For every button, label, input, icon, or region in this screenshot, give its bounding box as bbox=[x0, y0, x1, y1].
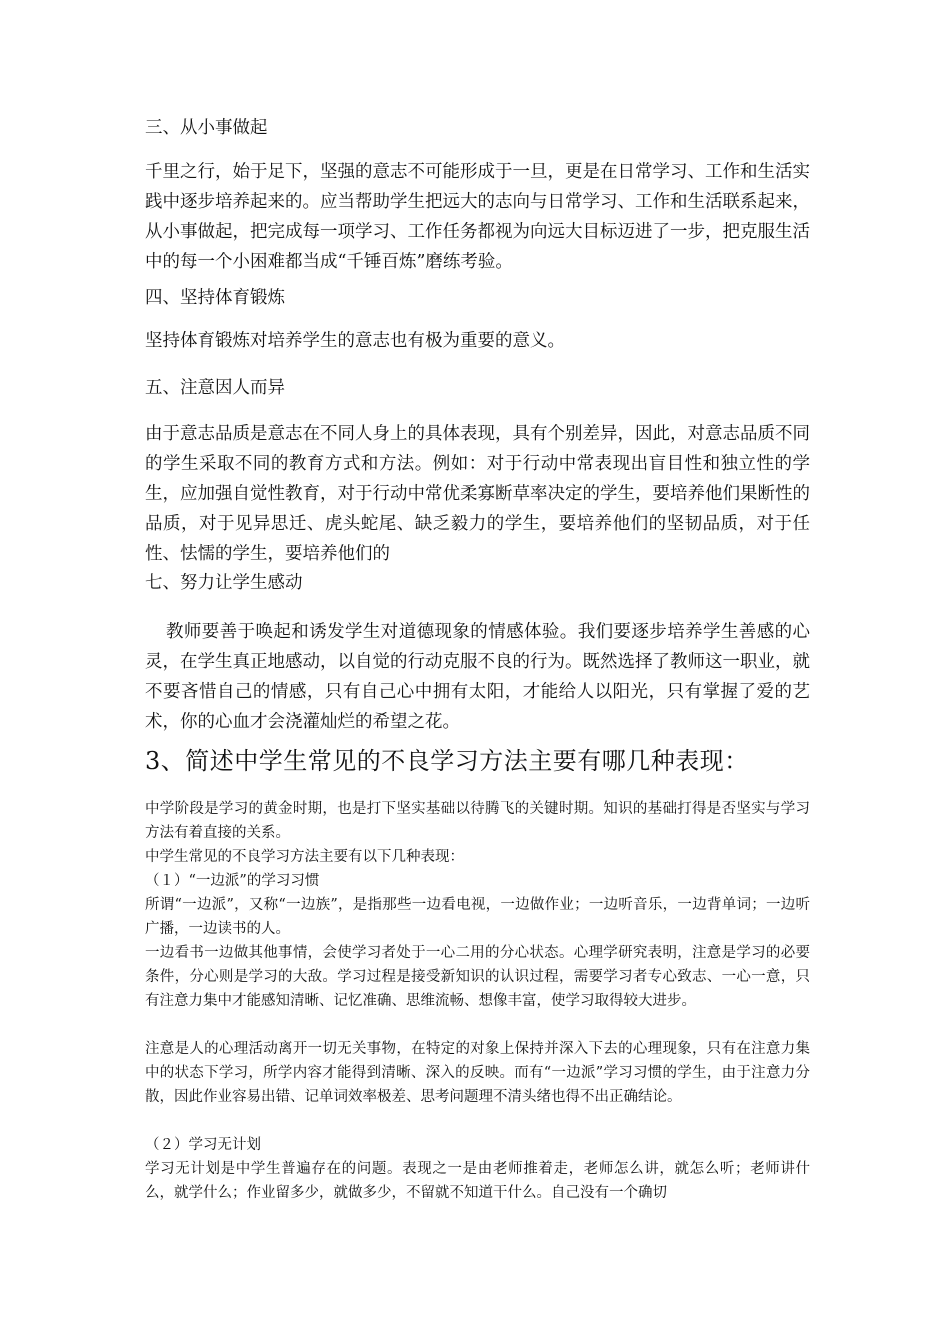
item-1-paragraph-1: 所谓“一边派”，又称“一边族”，是指那些一边看电视，一边做作业；一边听音乐，一边背单词；一边听广播，一边读书的人。 bbox=[145, 897, 810, 937]
section-heading-4: 四、坚持体育锻炼 bbox=[145, 288, 285, 308]
question-3-lead: 中学生常见的不良学习方法主要有以下几种表现： bbox=[145, 849, 464, 865]
item-1-paragraph-3: 注意是人的心理活动离开一切无关事物，在特定的对象上保持并深入下去的心理现象，只有在注意力集中的状态下学习，所学内容才能得到清晰、深入的反映。而有“一边派”学习习惯的学生，由于注意力分散，因此作业容易出错、记单词效率极差、思考问题理不清头绪也得不出正确结论。 bbox=[145, 1041, 810, 1105]
question-3-intro: 中学阶段是学习的黄金时期，也是打下坚实基础以待腾飞的关键时期。知识的基础打得是否坚实与学习方法有着直接的关系。 bbox=[145, 801, 810, 841]
item-1-paragraph-2: 一边看书一边做其他事情，会使学习者处于一心二用的分心状态。心理学研究表明，注意是学习的必要条件，分心则是学习的大敌。学习过程是接受新知识的认识过程，需要学习者专心致志、一心一意，只有注意力集中才能感知清晰、记忆准确、思维流畅、想像丰富，使学习取得较大进步。 bbox=[145, 945, 810, 1009]
section-body-7: 教师要善于唤起和诱发学生对道德现象的情感体验。我们要逐步培养学生善感的心灵，在学生真正地感动，以自觉的行动克服不良的行为。既然选择了教师这一职业，就不要吝惜自己的情感，只有自己心中拥有太阳，才能给人以阳光，只有掌握了爱的艺术，你的心血才会浇灌灿烂的希望之花。 bbox=[145, 622, 810, 732]
item-1-heading: （１）“一边派”的学习习惯 bbox=[145, 873, 320, 889]
item-2-heading: （２）学习无计划 bbox=[145, 1137, 261, 1153]
item-2-paragraph-1: 学习无计划是中学生普遍存在的问题。表现之一是由老师推着走，老师怎么讲，就怎么听；老师讲什么，就学什么；作业留多少，就做多少，不留就不知道干什么。自己没有一个确切 bbox=[145, 1161, 810, 1201]
section-body-4: 坚持体育锻炼对培养学生的意志也有极为重要的意义。 bbox=[145, 331, 565, 351]
section-body-3: 千里之行，始于足下，坚强的意志不可能形成于一旦，更是在日常学习、工作和生活实践中逐步培养起来的。应当帮助学生把远大的志向与日常学习、工作和生活联系起来，从小事做起，把完成每一项学习、工作任务都视为向远大目标迈进了一步，把克服生活中的每一个小困难都当成“千锤百炼”磨练考验。 bbox=[145, 162, 810, 272]
section-heading-5: 五、注意因人而异 bbox=[145, 378, 285, 398]
section-heading-3: 三、从小事做起 bbox=[145, 118, 268, 138]
section-body-5: 由于意志品质是意志在不同人身上的具体表现，具有个别差异，因此，对意志品质不同的学生采取不同的教育方式和方法。例如：对于行动中常表现出盲目性和独立性的学生，应加强自觉性教育，对于行动中常优柔寡断草率决定的学生，要培养他们果断性的品质，对于见异思迁、虎头蛇尾、缺乏毅力的学生，要培养他们的坚韧品质，对于任性、怯懦的学生，要培养他们的 bbox=[145, 424, 810, 564]
question-3-title: 3、简述中学生常见的不良学习方法主要有哪几种表现： bbox=[145, 747, 749, 775]
section-heading-7: 七、努力让学生感动 bbox=[145, 573, 303, 593]
